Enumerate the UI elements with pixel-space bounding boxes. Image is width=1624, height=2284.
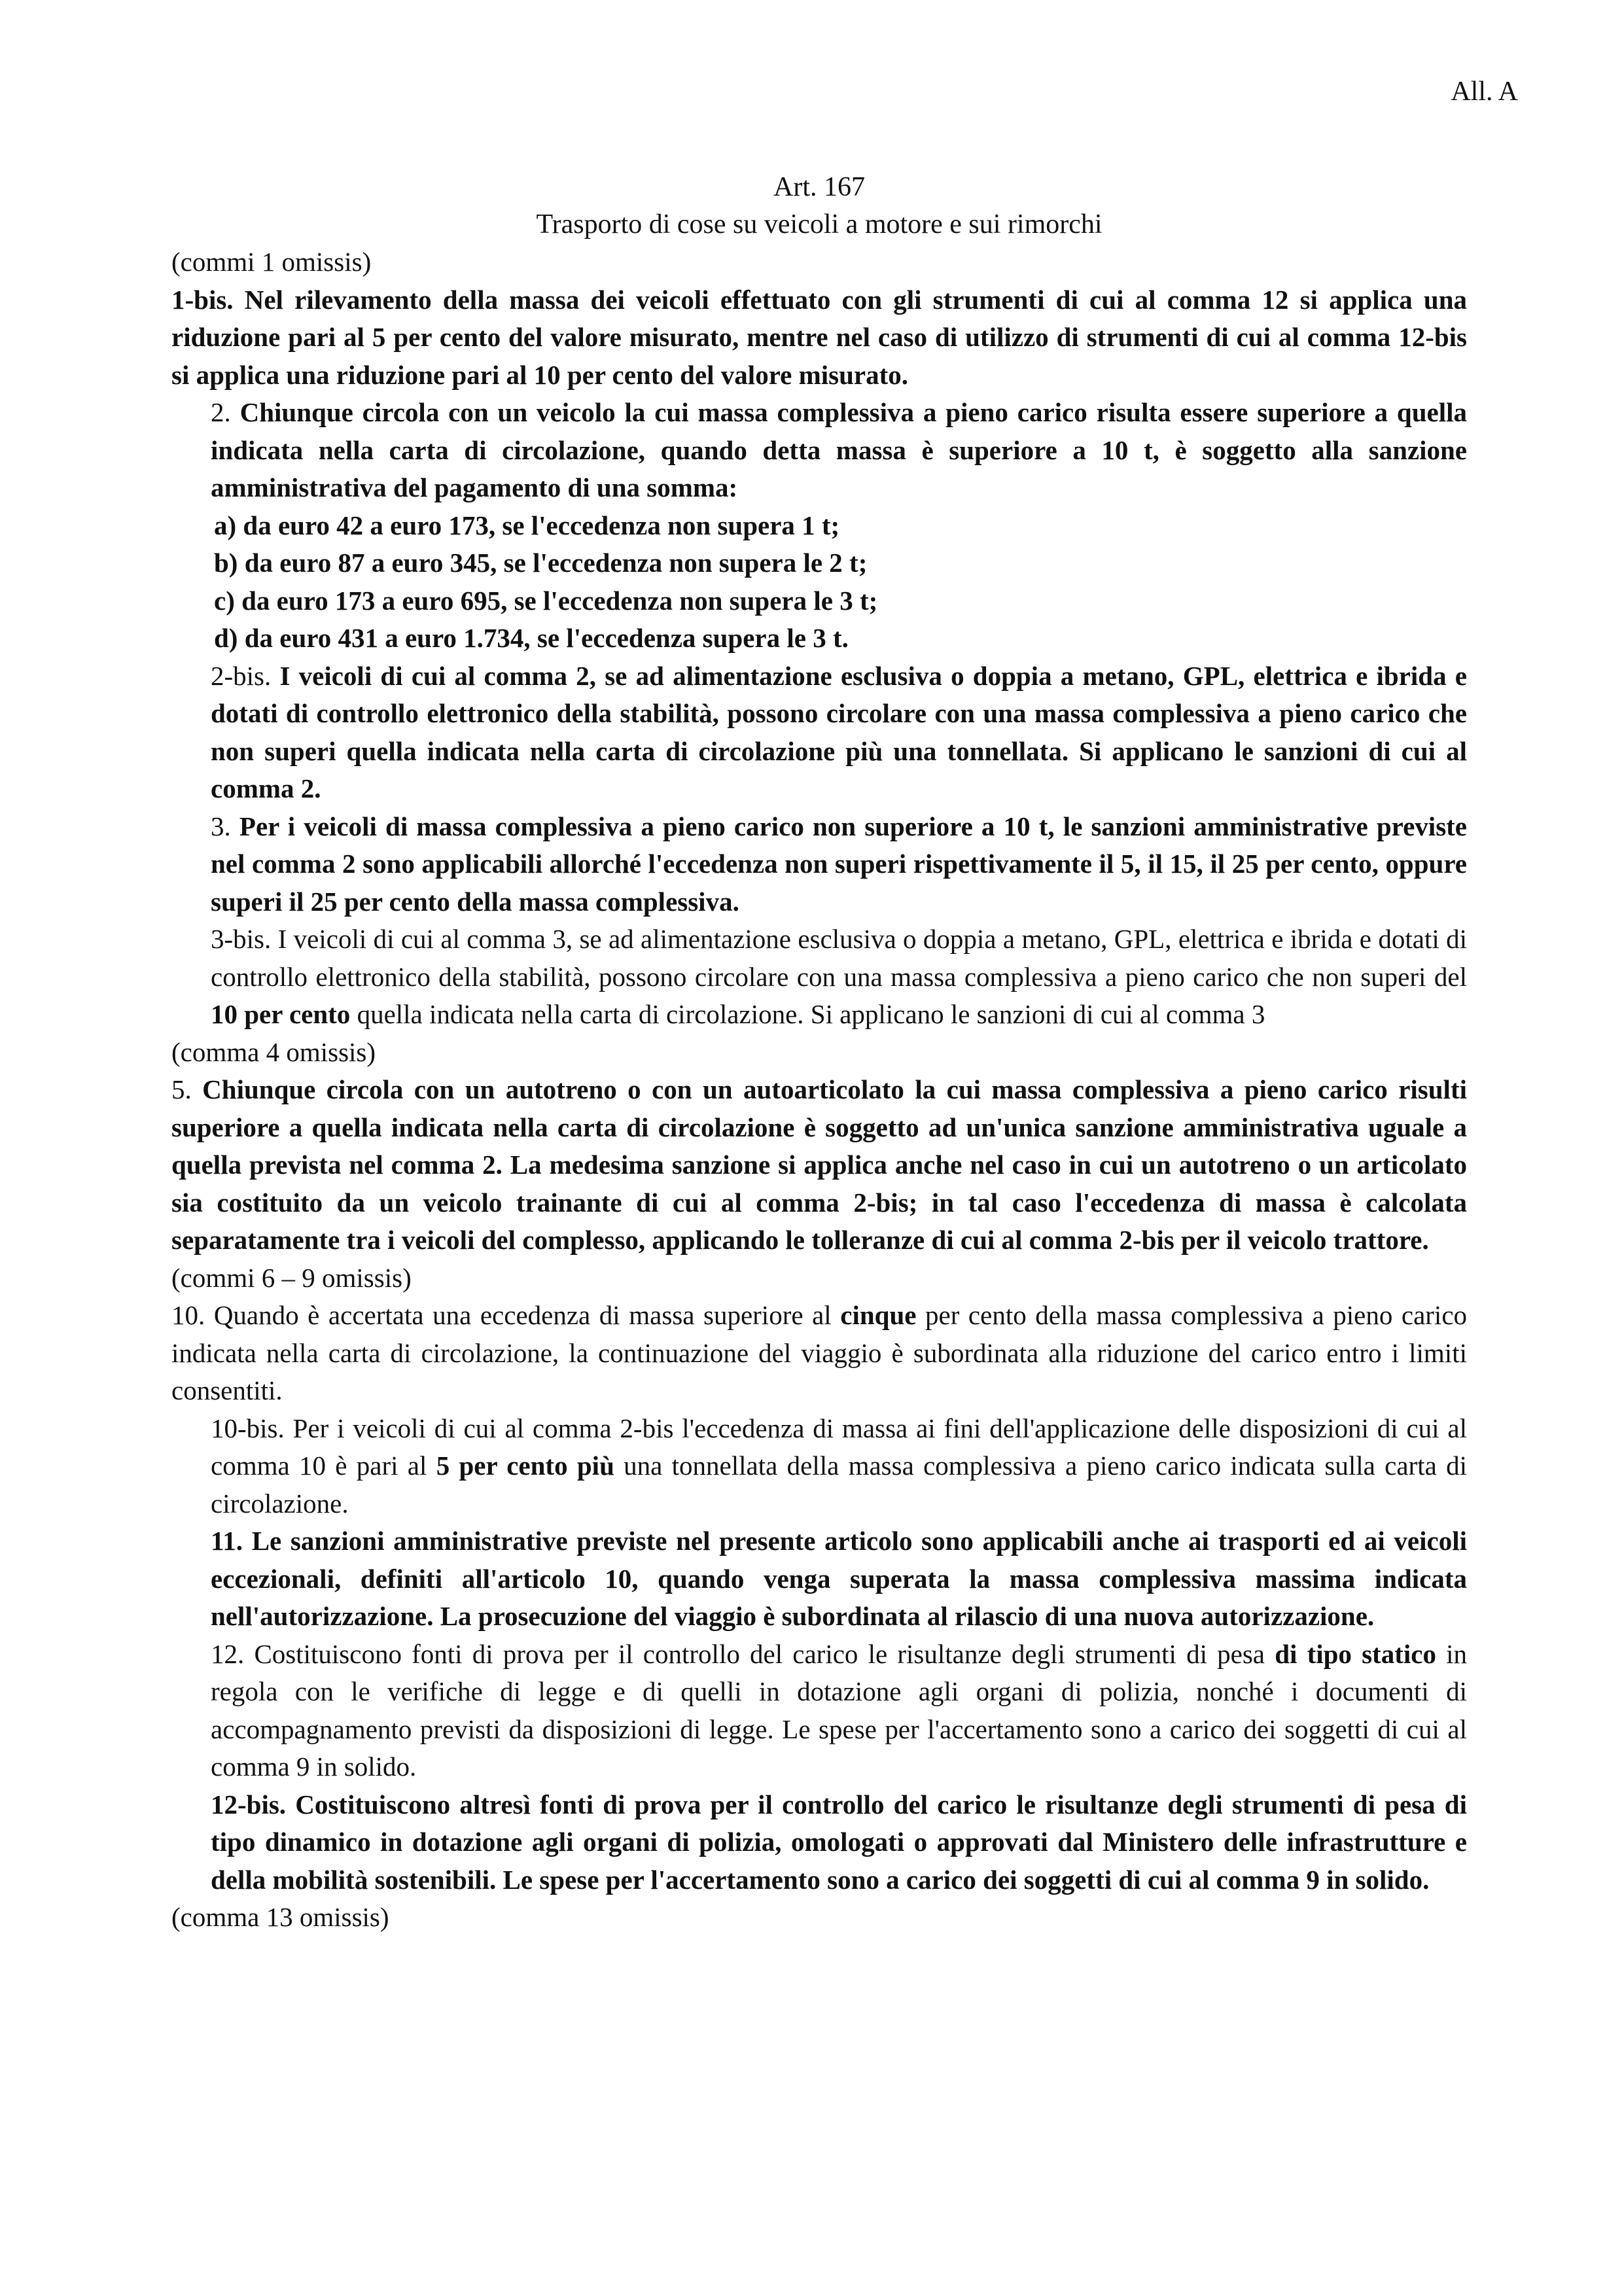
omissis-commi-6-9: (commi 6 – 9 omissis) [171,1262,412,1293]
document-page [171,65,1467,1937]
comma-number: 12. [211,1638,245,1669]
comma-3 [171,808,1467,921]
omissis-comma-1: (commi 1 omissis) [171,247,372,277]
comma-text: Per i veicoli di cui al comma 2-bis l'eccedenza di massa ai fini dell'applicazione delle disposizioni di cui al comma 10 è pari al [211,1413,1468,1481]
article-number: Art. 167 [773,172,865,202]
comma-number: 12-bis. [211,1789,287,1819]
comma-text-cont: in regola con le verifiche di legge e di quelli in dotazione agli organi di polizia, nonché i documenti di accompagnamento previsti da disposizioni di legge. Le spese per l'accertamento sono a carico dei soggetti di cui al comma 9 in solido. [211,1638,1468,1782]
comma-11 [171,1522,1467,1636]
comma-number: 10. [171,1300,205,1330]
attachment-reference: All. A [1451,77,1518,107]
comma-10 [171,1297,1467,1410]
comma-number: 1-bis. [171,284,234,315]
comma-text-cont: quella indicata nella carta di circolazione. Si applicano le sanzioni di cui al comma 3 [357,999,1265,1029]
comma-10-bis [171,1410,1467,1523]
comma-emphasis: 5 per cento più [436,1450,614,1481]
article-title: Trasporto di cose su veicoli a motore e sui rimorchi [536,209,1103,239]
comma-text: Costituiscono fonti di prova per il controllo del carico le risultanze degli strumenti di pesa [254,1638,1265,1669]
comma-number: 10-bis. [211,1413,285,1443]
comma-text-cont: una tonnellata della massa complessiva a pieno carico indicata sulla carta di circolazione. [211,1450,1467,1519]
list-item: a) da euro 42 a euro 173, se l'eccedenza non supera 1 t; [214,510,840,540]
comma-number: 3. [211,811,231,841]
list-item: d) da euro 431 a euro 1.734, se l'eccedenza supera le 3 t. [214,623,849,653]
comma-1-bis [171,281,1467,395]
comma-emphasis: cinque [840,1300,917,1330]
comma-3-bis [171,921,1467,1034]
comma-text: Nel rilevamento della massa dei veicoli effettuato con gli strumenti di cui al comma 12 si applica una riduzione pari al 5 per cento del valore misurato, mentre nel caso di utilizzo di strumenti di cui al comma 12-bis si applica una riduzione pari al 10 per cento del valore misurato. [171,284,1467,390]
omissis-comma-4: (comma 4 omissis) [171,1036,376,1067]
comma-text: Chiunque circola con un veicolo la cui massa complessiva a pieno carico risulta essere superiore a quella indicata nella carta di circolazione, quando detta massa è superiore a 10 t, è soggetto alla sanzione amministrativa del pagamento di una somma: [211,397,1467,502]
comma-text: Quando è accertata una eccedenza di massa superiore al [213,1300,832,1330]
comma-2-bis [171,658,1467,808]
comma-2 [171,394,1467,507]
comma-text: Le sanzioni amministrative previste nel presente articolo sono applicabili anche ai trasporti ed ai veicoli eccezionali, definiti all'articolo 10, quando venga superata la massa complessiva massima indicata nell'autorizzazione. La prosecuzione del viaggio è subordinata al rilascio di una nuova autorizzazione. [211,1526,1467,1631]
list-item: c) da euro 173 a euro 695, se l'eccedenza non supera le 3 t; [214,585,878,616]
comma-number: 2. [211,397,231,427]
comma-12 [171,1636,1467,1786]
comma-text: Per i veicoli di massa complessiva a pieno carico non superiore a 10 t, le sanzioni amministrative previste nel comma 2 sono applicabili allorché l'eccedenza non superi rispettivamente il 5, il 15, il 25 per cento, oppure superi il 25 per cento della massa complessiva. [211,811,1468,917]
comma-12-bis [171,1786,1467,1899]
comma-text-cont: per cento della massa complessiva a pieno carico indicata nella carta di circolazione, la continuazione del viaggio è subordinata alla riduzione del carico entro i limiti consentiti. [171,1300,1468,1405]
omissis-comma-13: (comma 13 omissis) [171,1902,389,1932]
comma-text: I veicoli di cui al comma 3, se ad alimentazione esclusiva o doppia a metano, GPL, elettrica e ibrida e dotati di controllo elettronico della stabilità, possono circolare con una massa complessiva a pieno carico che non superi del [211,924,1467,992]
comma-number: 2-bis. [211,660,272,691]
comma-number: 5. [171,1074,192,1104]
comma-number: 3-bis. [211,924,272,954]
comma-text: Costituiscono altresì fonti di prova per il controllo del carico le risultanze degli strumenti di pesa di tipo dinamico in dotazione agli organi di polizia, omologati o approvati dal Ministero delle infrastrutture e della mobilità sostenibili. Le spese per l'accertamento sono a carico dei soggetti di cui al comma 9 in solido. [211,1789,1467,1895]
comma-text: Chiunque circola con un autotreno o con un autoarticolato la cui massa complessiva a pieno carico risulti superiore a quella indicata nella carta di circolazione è soggetto ad un'unica sanzione amministrativa uguale a quella prevista nel comma 2. La medesima sanzione si applica anche nel caso in cui un autotreno o un articolato sia costituito da un veicolo trainante di cui al comma 2-bis; in tal caso l'eccedenza di massa è calcolata separatamente tra i veicoli del complesso, applicando le tolleranze di cui al comma 2-bis per il veicolo trattore. [171,1074,1467,1255]
comma-5 [171,1071,1467,1259]
comma-emphasis: di tipo statico [1275,1638,1436,1669]
comma-emphasis: 10 per cento [211,999,351,1029]
comma-number: 11. [211,1526,243,1556]
comma-text: I veicoli di cui al comma 2, se ad alimentazione esclusiva o doppia a metano, GPL, elettrica e ibrida e dotati di controllo elettronico della stabilità, possono circolare con una massa complessiva a pieno carico che non superi quella indicata nella carta di circolazione più una tonnellata. Si applicano le sanzioni di cui al comma 2. [211,660,1468,803]
list-item: b) da euro 87 a euro 345, se l'eccedenza non supera le 2 t; [214,548,868,578]
